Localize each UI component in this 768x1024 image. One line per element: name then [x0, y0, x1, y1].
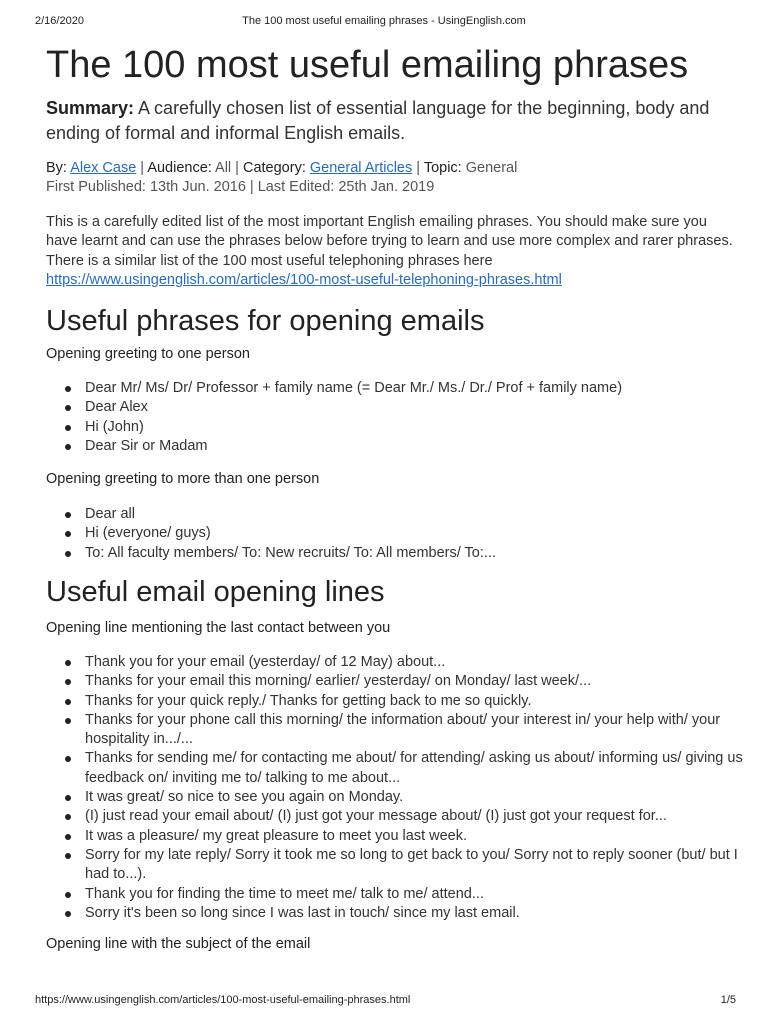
list-item: Thanks for sending me/ for contacting me about/ for attending/ asking us about/ informing us/ giving us feedback on/ inviting me to/ talking to me about... — [85, 749, 745, 788]
subheading-one-person: Opening greeting to one person — [46, 346, 250, 362]
list-item: Hi (everyone/ guys) — [85, 524, 745, 543]
list-item: (I) just read your email about/ (I) just got your message about/ (I) just got your request for... — [85, 807, 745, 826]
meta-separator: | — [412, 160, 424, 176]
list-item: It was great/ so nice to see you again on Monday. — [85, 788, 745, 807]
category-link[interactable]: General Articles — [309, 160, 413, 176]
summary-label: Summary: — [46, 98, 135, 118]
list-item: Thanks for your quick reply./ Thanks for getting back to me so quickly. — [85, 692, 745, 711]
print-url: https://www.usingenglish.com/articles/100-most-useful-emailing-phrases.html — [35, 994, 411, 1006]
subheading-last-contact: Opening line mentioning the last contact between you — [46, 620, 391, 636]
list-greeting-more-than-one — [46, 505, 745, 563]
meta-separator: | — [231, 160, 243, 176]
article-meta — [46, 159, 746, 197]
list-item: Dear all — [85, 505, 745, 524]
author-link[interactable]: Alex Case — [70, 160, 137, 176]
list-item: Dear Alex — [85, 398, 745, 417]
summary-text: A carefully chosen list of essential language for the beginning, body and ending of formal and informal English emails. — [46, 98, 710, 143]
print-date: 2/16/2020 — [35, 15, 84, 27]
list-item: To: All faculty members/ To: New recruits/ To: All members/ To:... — [85, 544, 745, 563]
list-item: Sorry for my late reply/ Sorry it took me so long to get back to you/ Sorry not to reply sooner (but/ but I had to...). — [85, 846, 745, 885]
list-item: Thank you for your email (yesterday/ of 12 May) about... — [85, 653, 745, 672]
subheading-subject-line: Opening line with the subject of the email — [46, 936, 311, 952]
list-item: Thanks for your phone call this morning/ the information about/ your interest in/ your help with/ your hospitality in.../... — [85, 711, 745, 750]
list-opening-lines — [46, 653, 745, 923]
list-item: It was a pleasure/ my great pleasure to meet you last week. — [85, 827, 745, 846]
meta-separator: | — [136, 160, 148, 176]
by-label: By: — [46, 160, 67, 176]
intro-text: This is a carefully edited list of the most important English emailing phrases. You should make sure you have learnt and can use the phrases below before trying to learn and use more complex and rarer phrases. There is a similar list of the 100 most useful telephoning phrases here — [46, 214, 733, 269]
list-item: Thank you for finding the time to meet me/ talk to me/ attend... — [85, 885, 745, 904]
page-number: 1/5 — [720, 994, 736, 1006]
print-page-title: The 100 most useful emailing phrases - UsingEnglish.com — [242, 15, 526, 27]
section-heading-opening-lines: Useful email opening lines — [46, 576, 385, 608]
list-greeting-one-person — [46, 379, 745, 456]
intro-paragraph — [46, 213, 736, 290]
category-label: Category: — [242, 160, 306, 176]
list-item: Hi (John) — [85, 418, 745, 437]
meta-line — [46, 159, 746, 178]
list-item: Dear Mr/ Ms/ Dr/ Professor + family name (= Dear Mr./ Ms./ Dr./ Prof + family name) — [85, 379, 745, 398]
subheading-more-than-one: Opening greeting to more than one person — [46, 471, 320, 487]
section-heading-opening-emails: Useful phrases for opening emails — [46, 305, 485, 337]
article-title: The 100 most useful emailing phrases — [46, 44, 689, 86]
list-item: Thanks for your email this morning/ earlier/ yesterday/ on Monday/ last week/... — [85, 672, 745, 691]
audience-label: Audience: — [147, 160, 212, 176]
publish-dates: First Published: 13th Jun. 2016 | Last Edited: 25th Jan. 2019 — [46, 179, 435, 195]
list-item: Dear Sir or Madam — [85, 437, 745, 456]
topic-label: Topic: — [423, 160, 462, 176]
telephoning-phrases-link[interactable]: https://www.usingenglish.com/articles/100-most-useful-telephoning-phrases.html — [46, 271, 562, 288]
audience-value: All — [211, 160, 232, 176]
article-summary — [46, 96, 736, 146]
topic-value: General — [461, 160, 518, 176]
list-item: Sorry it's been so long since I was last in touch/ since my last email. — [85, 904, 745, 923]
